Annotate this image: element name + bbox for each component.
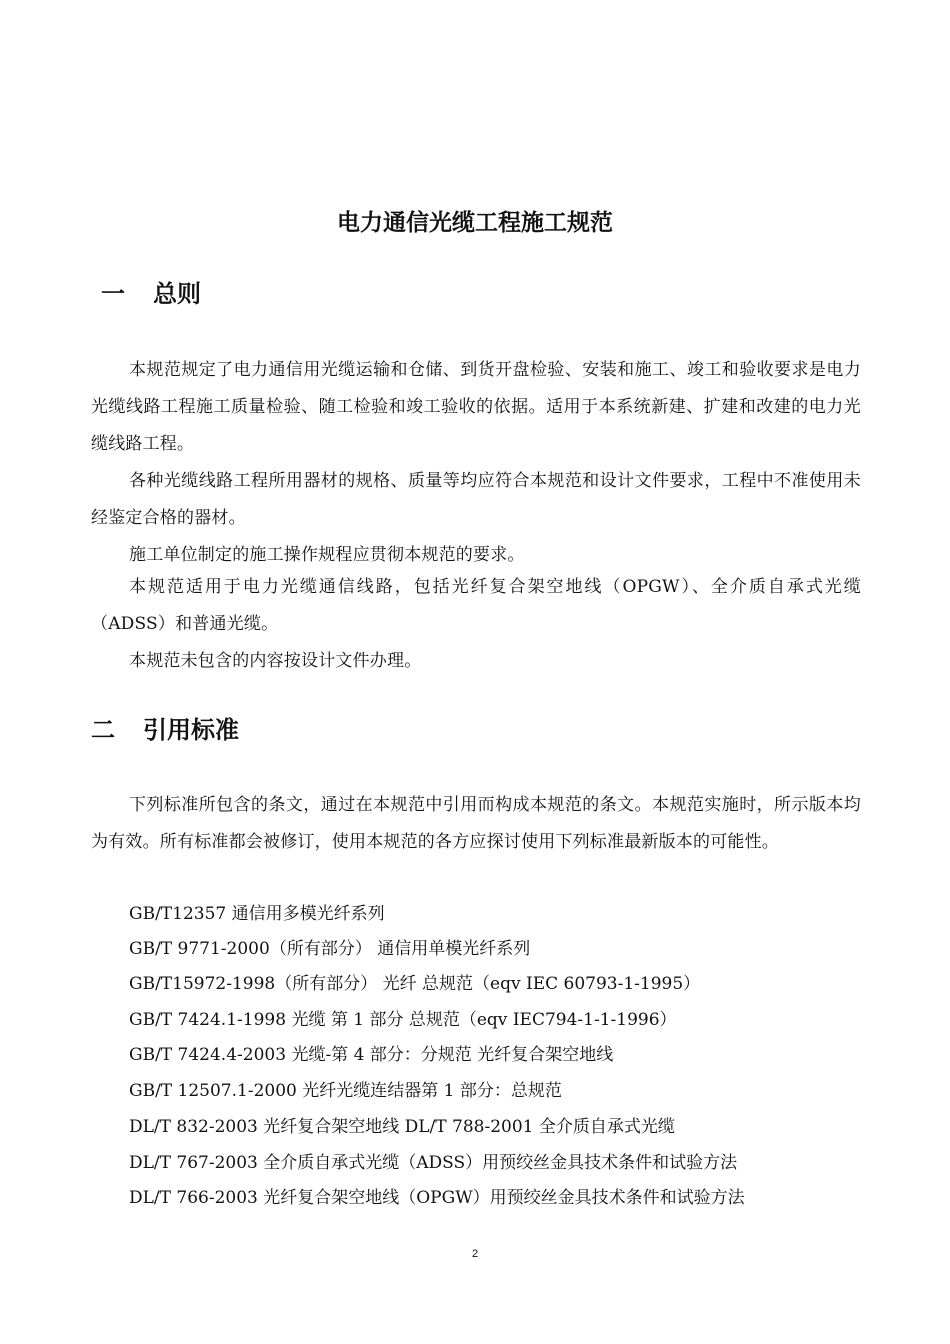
section-heading-general xyxy=(101,277,201,311)
section-title: 引用标准 xyxy=(143,716,239,744)
section-number: 二 xyxy=(91,716,115,744)
section-title: 总则 xyxy=(153,280,201,308)
reference-item: GB/T15972-1998（所有部分） 光纤 总规范（eqv IEC 60793-1-1995） xyxy=(129,974,701,994)
document-title: 电力通信光缆工程施工规范 xyxy=(337,210,613,236)
reference-item: DL/T 767-2003 全介质自承式光缆（ADSS）用预绞丝金具技术条件和试验方法 xyxy=(129,1153,738,1173)
paragraph-scope: 本规范规定了电力通信用光缆运输和仓储、到货开盘检验、安装和施工、竣工和验收要求是电力光缆线路工程施工质量检验、随工检验和竣工验收的依据。适用于本系统新建、扩建和改建的电力光缆线路工程。 xyxy=(91,360,861,454)
reference-item: DL/T 832-2003 光纤复合架空地线 DL/T 788-2001 全介质自承式光缆 xyxy=(129,1117,675,1137)
reference-item: GB/T 9771-2000（所有部分） 通信用单模光纤系列 xyxy=(129,939,531,959)
paragraph-procedures: 施工单位制定的施工操作规程应贯彻本规范的要求。 xyxy=(129,545,525,565)
reference-item: GB/T 7424.1-1998 光缆 第 1 部分 总规范（eqv IEC794-1-1-1996） xyxy=(129,1010,677,1030)
paragraph-exclusions: 本规范未包含的内容按设计文件办理。 xyxy=(129,651,422,671)
reference-item: GB/T 12507.1-2000 光纤光缆连结器第 1 部分：总规范 xyxy=(129,1081,562,1101)
reference-item: DL/T 766-2003 光纤复合架空地线（OPGW）用预绞丝金具技术条件和试验方法 xyxy=(129,1188,745,1208)
section-heading-references xyxy=(91,713,239,747)
page-number: 2 xyxy=(471,1248,479,1260)
reference-item: GB/T 7424.4-2003 光缆-第 4 部分：分规范 光纤复合架空地线 xyxy=(129,1045,614,1065)
paragraph-materials: 各种光缆线路工程所用器材的规格、质量等均应符合本规范和设计文件要求，工程中不准使用未经鉴定合格的器材。 xyxy=(91,471,861,528)
paragraph-applicability: 本规范适用于电力光缆通信线路，包括光纤复合架空地线（OPGW）、全介质自承式光缆（ADSS）和普通光缆。 xyxy=(91,577,861,634)
section-number: 一 xyxy=(101,280,125,308)
reference-item: GB/T12357 通信用多模光纤系列 xyxy=(129,904,385,924)
paragraph-references-intro: 下列标准所包含的条文，通过在本规范中引用而构成本规范的条文。本规范实施时，所示版本均为有效。所有标准都会被修订，使用本规范的各方应探讨使用下列标准最新版本的可能性。 xyxy=(91,795,861,852)
